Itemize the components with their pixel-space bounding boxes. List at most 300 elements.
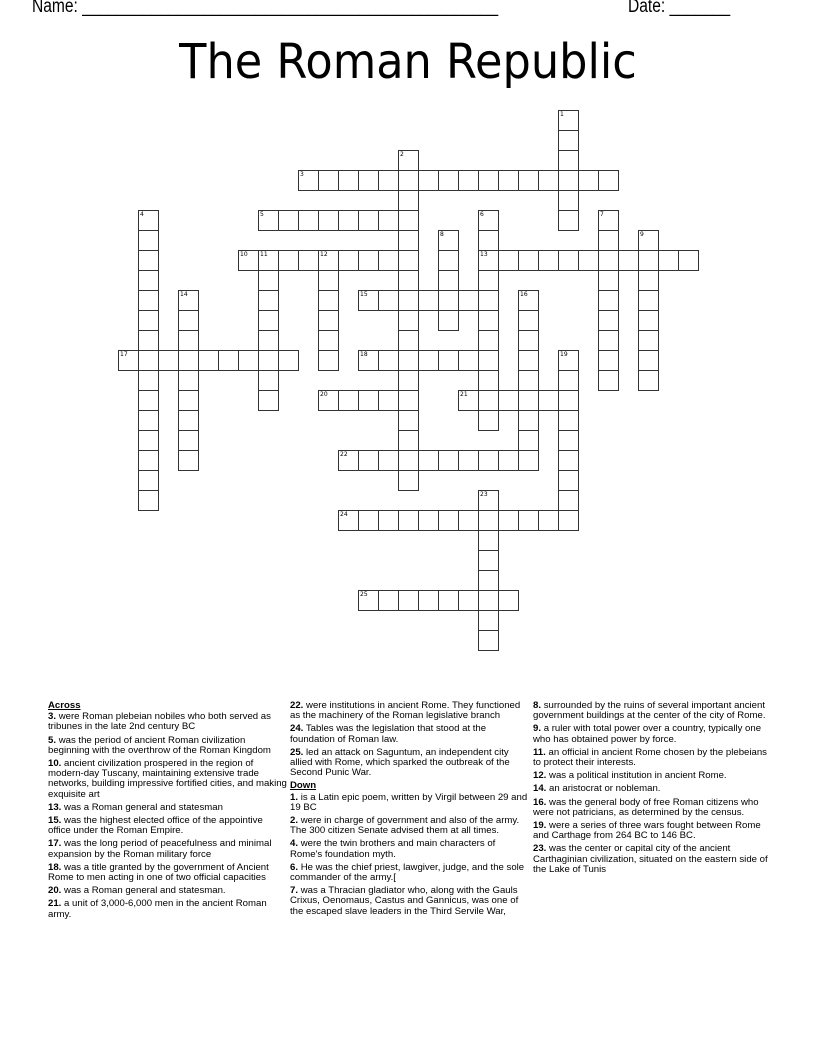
grid-cell[interactable]: [598, 250, 619, 271]
cell-number: 22: [340, 451, 348, 458]
grid-cell[interactable]: [558, 470, 579, 491]
clue-number: 21.: [48, 898, 62, 910]
across-heading: Across: [48, 700, 81, 711]
grid-cell[interactable]: [138, 410, 159, 431]
across-clue: [290, 701, 530, 721]
grid-cell[interactable]: [578, 170, 599, 191]
grid-cell[interactable]: [558, 430, 579, 451]
clue-text: were a series of three wars fought between Rome and Carthage from 264 BC to 146 BC.: [533, 820, 761, 842]
grid-cell[interactable]: [478, 630, 499, 651]
clue-text: an official in ancient Rome chosen by the plebeians to protect their interests.: [533, 746, 767, 769]
grid-cell[interactable]: [458, 510, 479, 531]
grid-cell[interactable]: [178, 350, 199, 371]
grid-cell[interactable]: [418, 590, 439, 611]
clue-number: 7.: [290, 885, 299, 897]
across-clue: [48, 886, 288, 896]
grid-cell[interactable]: [538, 510, 559, 531]
clue-text: an aristocrat or nobleman.: [549, 783, 661, 795]
grid-cell[interactable]: [218, 350, 239, 371]
grid-cell[interactable]: [478, 270, 499, 291]
clue-number: 10.: [48, 758, 62, 770]
grid-cell[interactable]: [318, 170, 339, 191]
grid-cell[interactable]: [378, 450, 399, 471]
clue-text: was a Roman general and statesman.: [64, 885, 226, 897]
down-clue: [533, 784, 773, 794]
cell-number: 15: [360, 291, 368, 298]
down-clue: [290, 839, 530, 859]
clue-number: 17.: [48, 838, 62, 850]
clue-text: was a Thracian gladiator who, along with the Gauls Crixus, Oenomaus, Castus and Gannicus, was one of the escaped slave leaders in the Third Servile War,: [290, 885, 519, 917]
grid-cell[interactable]: [618, 250, 639, 271]
cell-number: 10: [240, 251, 248, 258]
grid-cell[interactable]: [498, 250, 519, 271]
crossword-grid: [118, 110, 718, 670]
grid-cell[interactable]: [598, 290, 619, 311]
across-clue: [48, 759, 288, 800]
grid-cell[interactable]: [398, 510, 419, 531]
across-clue: [48, 839, 288, 859]
grid-cell[interactable]: [178, 430, 199, 451]
grid-cell[interactable]: [638, 370, 659, 391]
cell-number: 25: [360, 591, 368, 598]
grid-cell[interactable]: [558, 210, 579, 231]
grid-cell[interactable]: [278, 250, 299, 271]
cell-number: 9: [640, 231, 644, 238]
grid-cell[interactable]: [598, 330, 619, 351]
grid-cell[interactable]: [398, 250, 419, 271]
grid-cell[interactable]: [398, 190, 419, 211]
across-clue: [290, 724, 530, 744]
clue-number: 24.: [290, 723, 304, 735]
grid-cell[interactable]: [438, 230, 459, 251]
down-clue: [290, 816, 530, 836]
grid-cell[interactable]: [318, 250, 339, 271]
clue-number: 14.: [533, 783, 547, 795]
grid-cell[interactable]: [258, 210, 279, 231]
clue-text: was a Roman general and statesman: [64, 801, 223, 813]
grid-cell[interactable]: [478, 530, 499, 551]
grid-cell[interactable]: [438, 310, 459, 331]
grid-cell[interactable]: [178, 290, 199, 311]
grid-cell[interactable]: [158, 350, 179, 371]
grid-cell[interactable]: [258, 310, 279, 331]
grid-cell[interactable]: [318, 310, 339, 331]
grid-cell[interactable]: [458, 450, 479, 471]
cell-number: 13: [480, 251, 488, 258]
down-clue: [290, 863, 530, 883]
grid-cell[interactable]: [458, 290, 479, 311]
grid-cell[interactable]: [418, 170, 439, 191]
grid-cell[interactable]: [398, 370, 419, 391]
across-clue: [48, 736, 288, 756]
grid-cell[interactable]: [478, 230, 499, 251]
clue-text: was the period of ancient Roman civilization beginning with the overthrow of the Roman Kingdom: [48, 734, 271, 756]
grid-cell[interactable]: [518, 390, 539, 411]
grid-cell[interactable]: [498, 450, 519, 471]
grid-cell[interactable]: [558, 190, 579, 211]
cell-number: 8: [440, 231, 444, 238]
grid-cell[interactable]: [518, 290, 539, 311]
cell-number: 14: [180, 291, 188, 298]
grid-cell[interactable]: [398, 310, 419, 331]
across-clue: [48, 863, 288, 883]
grid-cell[interactable]: [398, 410, 419, 431]
grid-cell[interactable]: [238, 250, 259, 271]
clue-text: were the twin brothers and main characters of Rome's foundation myth.: [290, 838, 496, 860]
grid-cell[interactable]: [478, 570, 499, 591]
down-clue: [290, 886, 530, 917]
grid-cell[interactable]: [318, 330, 339, 351]
grid-cell[interactable]: [458, 590, 479, 611]
clue-number: 18.: [48, 861, 62, 873]
grid-cell[interactable]: [318, 390, 339, 411]
grid-cell[interactable]: [398, 350, 419, 371]
grid-cell[interactable]: [398, 430, 419, 451]
grid-cell[interactable]: [498, 510, 519, 531]
grid-cell[interactable]: [518, 350, 539, 371]
grid-cell[interactable]: [638, 290, 659, 311]
grid-cell[interactable]: [478, 410, 499, 431]
cell-number: 20: [320, 391, 328, 398]
grid-cell[interactable]: [518, 450, 539, 471]
grid-cell[interactable]: [558, 490, 579, 511]
clue-text: is a Latin epic poem, written by Virgil between 29 and 19 BC: [290, 791, 528, 813]
clue-number: 13.: [48, 801, 62, 813]
grid-cell[interactable]: [378, 290, 399, 311]
grid-cell[interactable]: [518, 330, 539, 351]
grid-cell[interactable]: [338, 390, 359, 411]
grid-cell[interactable]: [138, 430, 159, 451]
clue-text: were Roman plebeian nobiles who both served as tribunes in the late 2nd century BC: [48, 711, 271, 733]
across-clue: [48, 803, 288, 813]
clue-number: 19.: [533, 820, 547, 832]
grid-cell[interactable]: [438, 170, 459, 191]
grid-cell[interactable]: [478, 610, 499, 631]
page-title: The Roman Republic: [179, 34, 637, 90]
grid-cell[interactable]: [258, 270, 279, 291]
grid-cell[interactable]: [278, 210, 299, 231]
grid-cell[interactable]: [558, 250, 579, 271]
clue-text: were institutions in ancient Rome. They functioned as the machinery of the Roman legislative branch: [290, 700, 521, 722]
down-clue: [533, 844, 773, 875]
grid-cell[interactable]: [658, 250, 679, 271]
grid-cell[interactable]: [478, 490, 499, 511]
cell-number: 1: [560, 111, 564, 118]
grid-cell[interactable]: [238, 350, 259, 371]
down-heading: Down: [290, 780, 317, 792]
clue-text: led an attack on Saguntum, an independent city allied with Rome, which sparked the outbreak of the Second Punic War.: [290, 746, 510, 779]
clue-text: was the long period of peacefulness and minimal expansion by the Roman military force: [48, 838, 272, 860]
grid-cell[interactable]: [258, 250, 279, 271]
grid-cell[interactable]: [518, 170, 539, 191]
grid-cell[interactable]: [558, 350, 579, 371]
grid-cell[interactable]: [498, 170, 519, 191]
cell-number: 2: [400, 151, 404, 158]
down-clue: [290, 793, 530, 813]
grid-cell[interactable]: [118, 350, 139, 371]
grid-cell[interactable]: [398, 230, 419, 251]
down-clue: [533, 724, 773, 744]
across-clue: [290, 748, 530, 779]
grid-cell[interactable]: [438, 590, 459, 611]
grid-cell[interactable]: [318, 270, 339, 291]
grid-cell[interactable]: [558, 110, 579, 131]
grid-cell[interactable]: [538, 250, 559, 271]
grid-cell[interactable]: [358, 170, 379, 191]
grid-cell[interactable]: [138, 250, 159, 271]
grid-cell[interactable]: [438, 290, 459, 311]
grid-cell[interactable]: [398, 150, 419, 171]
clue-number: 11.: [533, 746, 546, 758]
clue-text: was a title granted by the government of Ancient Rome to men acting in one of two official capacities: [48, 861, 269, 884]
cell-number: 18: [360, 351, 368, 358]
grid-cell[interactable]: [258, 290, 279, 311]
grid-cell[interactable]: [638, 330, 659, 351]
clue-number: 16.: [533, 796, 547, 808]
grid-cell[interactable]: [358, 590, 379, 611]
grid-cell[interactable]: [478, 290, 499, 311]
grid-cell[interactable]: [558, 450, 579, 471]
clue-number: 1.: [290, 791, 299, 803]
clue-text: Tables was the legislation that stood at the foundation of Roman law.: [290, 723, 487, 745]
name-field-label: Name: ________________________________________________: [32, 0, 499, 17]
grid-cell[interactable]: [638, 230, 659, 251]
grid-cell[interactable]: [138, 270, 159, 291]
grid-cell[interactable]: [458, 170, 479, 191]
grid-cell[interactable]: [138, 330, 159, 351]
grid-cell[interactable]: [378, 590, 399, 611]
clue-number: 2.: [290, 815, 299, 827]
grid-cell[interactable]: [478, 450, 499, 471]
grid-cell[interactable]: [558, 170, 579, 191]
grid-cell[interactable]: [138, 490, 159, 511]
grid-cell[interactable]: [518, 250, 539, 271]
grid-cell[interactable]: [558, 150, 579, 171]
grid-cell[interactable]: [478, 590, 499, 611]
clue-text: was the general body of free Roman citizens who were not patricians, as determined by the census.: [533, 796, 759, 818]
grid-cell[interactable]: [138, 370, 159, 391]
grid-cell[interactable]: [478, 310, 499, 331]
clues-column-3: [533, 701, 773, 878]
grid-cell[interactable]: [478, 390, 499, 411]
cell-number: 17: [120, 351, 128, 358]
down-clue: [533, 748, 773, 768]
grid-cell[interactable]: [298, 250, 319, 271]
cell-number: 23: [480, 491, 488, 498]
grid-cell[interactable]: [378, 390, 399, 411]
grid-cell[interactable]: [418, 510, 439, 531]
grid-cell[interactable]: [358, 390, 379, 411]
grid-cell[interactable]: [138, 290, 159, 311]
grid-cell[interactable]: [398, 270, 419, 291]
clue-text: ancient civilization prospered in the region of modern-day Tuscany, maintaining extensive trade networks, building impressive fortified cities, and making exquisite art: [48, 758, 287, 800]
grid-cell[interactable]: [638, 250, 659, 271]
cell-number: 5: [260, 211, 264, 218]
grid-cell[interactable]: [178, 330, 199, 351]
grid-cell[interactable]: [338, 510, 359, 531]
grid-cell[interactable]: [258, 350, 279, 371]
clue-text: was a political institution in ancient Rome.: [549, 770, 727, 782]
grid-cell[interactable]: [478, 370, 499, 391]
cell-number: 21: [460, 391, 468, 398]
grid-cell[interactable]: [358, 510, 379, 531]
cell-number: 3: [300, 171, 304, 178]
grid-cell[interactable]: [258, 330, 279, 351]
down-clue: [533, 771, 773, 781]
grid-cell[interactable]: [138, 350, 159, 371]
clue-text: He was the chief priest, lawgiver, judge, and the sole commander of the army.[: [290, 861, 525, 884]
grid-cell[interactable]: [538, 390, 559, 411]
grid-cell[interactable]: [298, 210, 319, 231]
grid-cell[interactable]: [138, 470, 159, 491]
grid-cell[interactable]: [138, 210, 159, 231]
grid-cell[interactable]: [558, 510, 579, 531]
grid-cell[interactable]: [438, 250, 459, 271]
cell-number: 19: [560, 351, 568, 358]
grid-cell[interactable]: [258, 370, 279, 391]
grid-cell[interactable]: [318, 290, 339, 311]
date-field-label: Date: _______: [628, 0, 731, 17]
clue-text: was the highest elected office of the appointive office under the Roman Empire.: [48, 815, 263, 837]
clue-text: surrounded by the ruins of several important ancient government buildings at the center of the city of Rome.: [533, 700, 766, 722]
grid-cell[interactable]: [638, 270, 659, 291]
grid-cell[interactable]: [318, 350, 339, 371]
grid-cell[interactable]: [178, 450, 199, 471]
grid-cell[interactable]: [478, 510, 499, 531]
clue-number: 20.: [48, 885, 62, 897]
grid-cell[interactable]: [478, 350, 499, 371]
grid-cell[interactable]: [518, 370, 539, 391]
grid-cell[interactable]: [358, 450, 379, 471]
clue-number: 4.: [290, 838, 299, 850]
grid-cell[interactable]: [598, 350, 619, 371]
grid-cell[interactable]: [198, 350, 219, 371]
clue-number: 22.: [290, 700, 304, 711]
grid-cell[interactable]: [398, 210, 419, 231]
grid-cell[interactable]: [478, 330, 499, 351]
clue-text: a unit of 3,000-6,000 men in the ancient Roman army.: [48, 898, 267, 920]
grid-cell[interactable]: [258, 390, 279, 411]
grid-cell[interactable]: [178, 390, 199, 411]
cell-number: 4: [140, 211, 144, 218]
grid-cell[interactable]: [518, 410, 539, 431]
grid-cell[interactable]: [138, 390, 159, 411]
grid-cell[interactable]: [138, 310, 159, 331]
grid-cell[interactable]: [538, 170, 559, 191]
grid-cell[interactable]: [138, 450, 159, 471]
grid-cell[interactable]: [178, 310, 199, 331]
grid-cell[interactable]: [398, 590, 419, 611]
grid-cell[interactable]: [638, 350, 659, 371]
cell-number: 7: [600, 211, 604, 218]
grid-cell[interactable]: [478, 550, 499, 571]
grid-cell[interactable]: [358, 250, 379, 271]
grid-cell[interactable]: [338, 210, 359, 231]
grid-cell[interactable]: [478, 210, 499, 231]
clue-text: a ruler with total power over a country, typically one who has obtained power by force.: [533, 723, 762, 745]
grid-cell[interactable]: [498, 590, 519, 611]
grid-cell[interactable]: [598, 370, 619, 391]
grid-cell[interactable]: [598, 270, 619, 291]
grid-cell[interactable]: [578, 250, 599, 271]
cell-number: 24: [340, 511, 348, 518]
cell-number: 12: [320, 251, 328, 258]
grid-cell[interactable]: [458, 390, 479, 411]
grid-cell[interactable]: [518, 310, 539, 331]
grid-cell[interactable]: [598, 210, 619, 231]
grid-cell[interactable]: [438, 270, 459, 291]
grid-cell[interactable]: [378, 510, 399, 531]
grid-cell[interactable]: [338, 170, 359, 191]
grid-cell[interactable]: [598, 170, 619, 191]
down-clue: [533, 798, 773, 818]
grid-cell[interactable]: [358, 210, 379, 231]
grid-cell[interactable]: [398, 330, 419, 351]
grid-cell[interactable]: [398, 290, 419, 311]
grid-cell[interactable]: [178, 410, 199, 431]
grid-cell[interactable]: [558, 410, 579, 431]
clue-text: was the center or capital city of the ancient Carthaginian civilization, situated on the eastern side of the Lake of Tunis: [533, 843, 768, 875]
grid-cell[interactable]: [358, 290, 379, 311]
grid-cell[interactable]: [518, 430, 539, 451]
clues-column-2: [290, 701, 530, 920]
grid-cell[interactable]: [678, 250, 699, 271]
grid-cell[interactable]: [298, 170, 319, 191]
grid-cell[interactable]: [358, 350, 379, 371]
grid-cell[interactable]: [398, 470, 419, 491]
grid-cell[interactable]: [138, 230, 159, 251]
grid-cell[interactable]: [518, 510, 539, 531]
grid-cell[interactable]: [378, 170, 399, 191]
grid-cell[interactable]: [558, 390, 579, 411]
grid-cell[interactable]: [598, 310, 619, 331]
grid-cell[interactable]: [478, 170, 499, 191]
grid-cell[interactable]: [418, 350, 439, 371]
down-clue: [533, 821, 773, 841]
grid-cell[interactable]: [498, 390, 519, 411]
grid-cell[interactable]: [278, 350, 299, 371]
grid-cell[interactable]: [638, 310, 659, 331]
grid-cell[interactable]: [558, 370, 579, 391]
clue-number: 9.: [533, 723, 542, 735]
grid-cell[interactable]: [378, 210, 399, 231]
grid-cell[interactable]: [398, 450, 419, 471]
grid-cell[interactable]: [418, 450, 439, 471]
clue-text: were in charge of government and also of the army. The 300 citizen Senate advised them at all times.: [290, 815, 520, 837]
grid-cell[interactable]: [598, 230, 619, 251]
grid-cell[interactable]: [478, 250, 499, 271]
grid-cell[interactable]: [338, 250, 359, 271]
grid-cell[interactable]: [378, 350, 399, 371]
grid-cell[interactable]: [438, 450, 459, 471]
grid-cell[interactable]: [418, 290, 439, 311]
clue-number: 3.: [48, 711, 57, 723]
clue-number: 15.: [48, 815, 62, 827]
grid-cell[interactable]: [438, 350, 459, 371]
across-clue: [48, 899, 288, 919]
grid-cell[interactable]: [398, 170, 419, 191]
grid-cell[interactable]: [378, 250, 399, 271]
grid-cell[interactable]: [178, 370, 199, 391]
cell-number: 11: [260, 251, 268, 258]
clue-number: 6.: [290, 861, 299, 873]
grid-cell[interactable]: [338, 450, 359, 471]
grid-cell[interactable]: [398, 390, 419, 411]
grid-cell[interactable]: [458, 350, 479, 371]
grid-cell[interactable]: [318, 210, 339, 231]
grid-cell[interactable]: [438, 510, 459, 531]
grid-cell[interactable]: [558, 130, 579, 151]
